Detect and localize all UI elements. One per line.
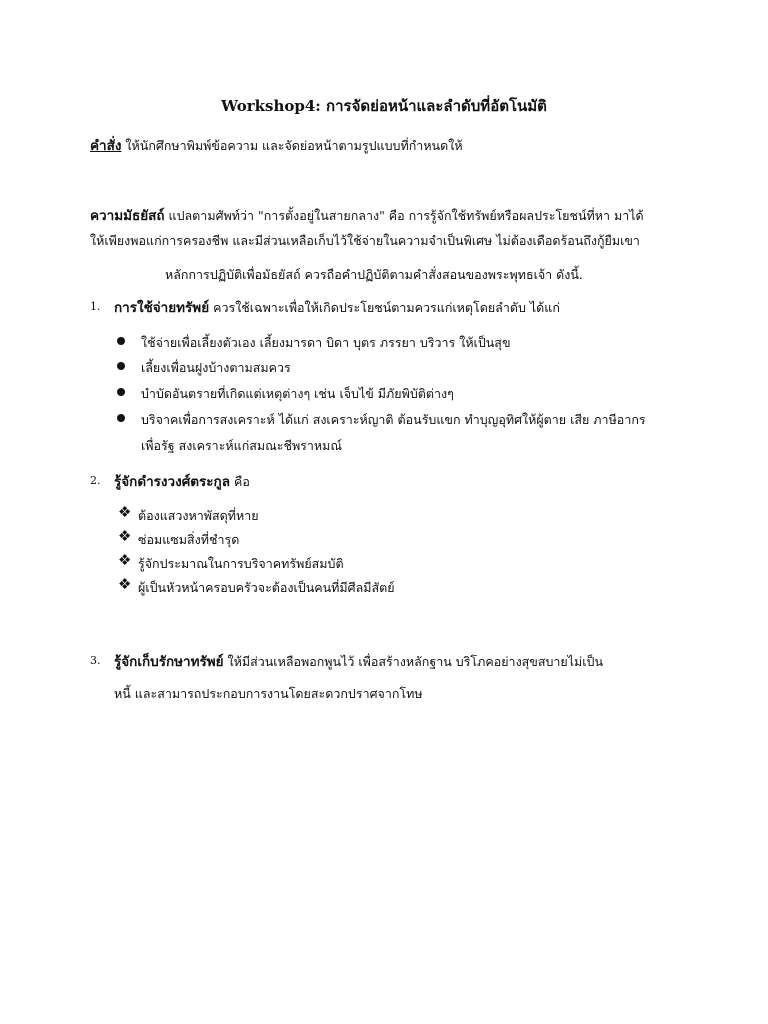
section-2-number: 2.	[90, 474, 101, 487]
four-diamond-bullet-icon: ❖	[118, 503, 132, 521]
four-diamond-bullet-icon: ❖	[118, 575, 132, 593]
filled-circle-bullet-icon	[117, 414, 125, 422]
four-diamond-bullet-icon: ❖	[118, 527, 132, 545]
section-2-item-4: ผู้เป็นหัวหน้าครอบครัวจะต้องเป็นคนที่มีศีลมีสัตย์	[138, 580, 395, 595]
section-3-continuation: หนี้ และสามารถประกอบการงานโดยสะดวกปราศจากโทษ	[114, 686, 423, 701]
filled-circle-bullet-icon	[117, 362, 125, 370]
section-3-heading: รู้จักเก็บรักษาทรัพย์	[114, 654, 224, 670]
filled-circle-bullet-icon	[117, 388, 125, 396]
section-3-number: 3.	[90, 654, 101, 667]
section-1-item-2: เลี้ยงเพื่อนฝูงบ้างตามสมควร	[141, 360, 291, 375]
intro-line-2: ให้เพียงพอแก่การครองชีพ และมีส่วนเหลือเก็บไว้ใช้จ่ายในความจำเป็นพิเศษ ไม่ต้องเดือดร้อนถึงกู้ยืมเขา	[90, 233, 640, 248]
section-1-number: 1.	[90, 300, 101, 313]
section-1-line	[114, 296, 560, 318]
instruction-text: ให้นักศึกษาพิมพ์ข้อความ และจัดย่อหน้าตามรูปแบบที่กำหนดให้	[121, 138, 463, 153]
section-2-line	[114, 470, 250, 492]
section-1-item-4-continuation: เพื่อรัฐ สงเคราะห์แก่สมณะชีพราหมณ์	[141, 438, 342, 453]
section-1-item-4: บริจาคเพื่อการสงเคราะห์ ได้แก่ สงเคราะห์ญาติ ต้อนรับแขก ทำบุญอุทิศให้ผู้ตาย เสีย ภาษีอากร	[141, 412, 646, 427]
instruction-line	[90, 134, 463, 156]
filled-circle-bullet-icon	[117, 337, 125, 345]
intro-text-1: แปลตามศัพท์ว่า "การตั้งอยู่ในสายกลาง" คือ การรู้จักใช้ทรัพย์หรือผลประโยชน์ที่หา มาได้	[164, 208, 644, 223]
section-2-item-3: รู้จักประมาณในการบริจาคทรัพย์สมบัติ	[138, 556, 344, 571]
section-2-item-2: ซ่อมแซมสิ่งที่ชำรุด	[138, 532, 240, 547]
section-1-heading: การใช้จ่ายทรัพย์	[114, 300, 210, 316]
section-3-line	[114, 650, 603, 672]
section-2-heading: รู้จักดำรงวงศ์ตระกูล	[114, 474, 230, 490]
section-2-text: คือ	[229, 474, 250, 489]
intro-line-1	[90, 204, 644, 226]
section-1-item-3: บำบัดอันตรายที่เกิดแต่เหตุต่างๆ เช่น เจ็บไข้ มีภัยพิบัติต่างๆ	[141, 386, 454, 401]
section-2-item-1: ต้องแสวงหาพัสดุที่หาย	[138, 508, 259, 523]
section-1-text: ควรใช้เฉพาะเพื่อให้เกิดประโยชน์ตามควรแก่เหตุโดยลำดับ ได้แก่	[209, 300, 560, 315]
intro-line-3: หลักการปฏิบัติเพื่อมัธยัสถ์ ควรถือคำปฏิบัติตามคำสั่งสอนของพระพุทธเจ้า ดังนี้.	[165, 267, 583, 282]
section-1-item-1: ใช้จ่ายเพื่อเลี้ยงตัวเอง เลี้ยงมารดา บิดา บุตร ภรรยา บริวาร ให้เป็นสุข	[141, 335, 511, 350]
document-title: Workshop4: การจัดย่อหน้าและลำดับที่อัตโนมัติ	[221, 97, 547, 115]
four-diamond-bullet-icon: ❖	[118, 551, 132, 569]
instruction-label: คำสั่ง	[90, 138, 122, 154]
section-3-text: ให้มีส่วนเหลือพอกพูนไว้ เพื่อสร้างหลักฐาน บริโภคอย่างสุขสบายไม่เป็น	[223, 654, 604, 669]
intro-term: ความมัธยัสถ์	[90, 208, 165, 224]
